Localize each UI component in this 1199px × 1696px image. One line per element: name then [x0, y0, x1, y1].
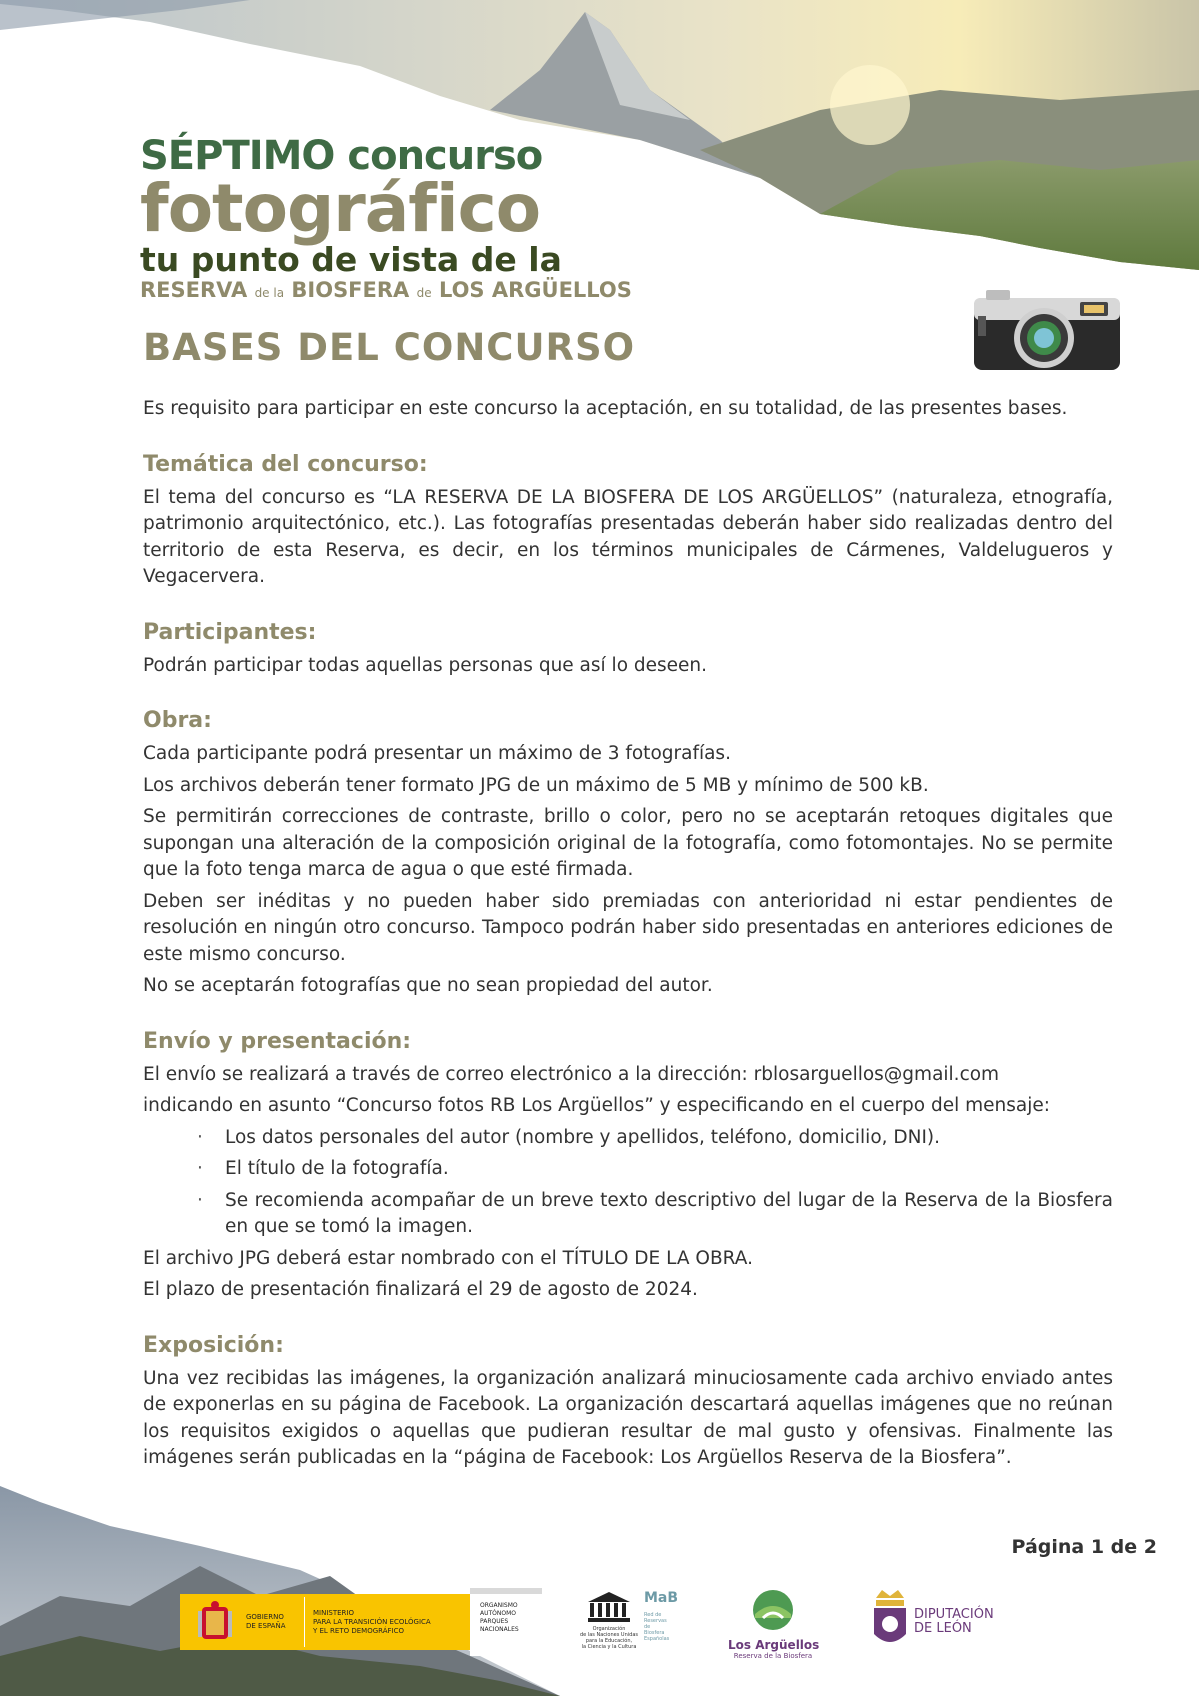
intro-text: Es requisito para participar en este concurso la aceptación, en su totalidad, de las presentes bases.: [143, 398, 1068, 419]
unesco-temple-icon: [580, 1590, 638, 1624]
diputacion-text: DIPUTACIÓN DE LEÓN: [914, 1607, 994, 1636]
list-item: · Se recomienda acompañar de un breve texto descriptivo del lugar de la Reserva de la Biosfera en que se tomó la imagen.: [225, 1188, 1113, 1241]
heading-obra: Obra:: [143, 708, 212, 733]
ministerio-text: MINISTERIO PARA LA TRANSICIÓN ECOLÓGICA Y EL RETO DEMOGRÁFICO: [313, 1608, 431, 1635]
tematica-text: El tema del concurso es “LA RESERVA DE LA BIOSFERA DE LOS ARGÜELLOS” (naturaleza, etnografía, patrimonio arquitectónico, etc.). Las fotografías presentadas deberán haber sido realizadas dentro del territorio de esta Reserva, es decir, en los términos municipales de Cármenes, Valdelugueros y Vegacervera.: [143, 486, 1113, 587]
mab-caption: Red de Reservas de Biosfera Españolas: [644, 1612, 670, 1642]
page-number: Página 1 de 2: [1011, 1536, 1157, 1558]
envio-text-4: El plazo de presentación finalizará el 29 de agosto de 2024.: [143, 1279, 698, 1300]
obra-text-3: Se permitirán correcciones de contraste, brillo o color, pero no se aceptarán retoques digitales que supongan una alteración de la composición original de la fotografía, como fotomontajes. No se permite que la foto tenga marca de agua o que esté firmada.: [143, 806, 1113, 880]
contest-rules-body: [143, 396, 1113, 1477]
unesco-caption: Organización de las Naciones Unidas para la Educación, la Ciencia y la Cultura: [580, 1626, 638, 1650]
obra-text-5: No se aceptarán fotografías que no sean propiedad del autor.: [143, 975, 713, 996]
envio-text-3: El archivo JPG deberá estar nombrado con el TÍTULO DE LA OBRA.: [143, 1247, 753, 1269]
heading-exposicion: Exposición:: [143, 1332, 284, 1358]
title-line-4: RESERVA de la BIOSFERA de LOS ARGÜELLOS: [140, 278, 632, 302]
bases-title: BASES DEL CONCURSO: [143, 326, 636, 369]
obra-text-1: Cada participante podrá presentar un máximo de 3 fotografías.: [143, 743, 731, 764]
divider: [304, 1597, 305, 1647]
unesco-mab-logo: [580, 1590, 679, 1652]
gobierno-espana-text: GOBIERNO DE ESPAÑA: [246, 1613, 286, 1630]
title-line-2: fotográfico: [140, 170, 541, 247]
diputacion-crest-icon: [870, 1588, 910, 1654]
sponsor-logos: [180, 1588, 1000, 1660]
title-line-1: SÉPTIMO concurso: [140, 133, 543, 179]
list-item: · El título de la fotografía.: [225, 1156, 1113, 1183]
obra-text-2: Los archivos deberán tener formato JPG de un máximo de 5 MB y mínimo de 500 kB.: [143, 774, 929, 796]
heading-envio: Envío y presentación:: [143, 1028, 412, 1054]
heading-participantes: Participantes:: [143, 619, 317, 645]
los-arguellos-logo: [728, 1588, 820, 1660]
los-arguellos-sub: Reserva de la Biosfera: [733, 1652, 813, 1660]
exposicion-text: Una vez recibidas las imágenes, la organización analizará minuciosamente cada archivo enviado antes de exponerlas en su página de Facebook. La organización descartará aquellas imágenes que no reúnan los requisitos exigidos o aquellas que pudieran resultar de mal gusto y ofensivas. Finalmente las imágenes serán publicadas en la “página de Facebook: Los Argüellos Reserva de la Biosfera”.: [143, 1367, 1113, 1468]
envio-text-1: El envío se realizará a través de correo electrónico a la dirección: rblosarguellos@gmail.com: [143, 1063, 1000, 1085]
envio-text-2: indicando en asunto “Concurso fotos RB Los Argüellos” y especificando en el cuerpo del mensaje:: [143, 1095, 1051, 1116]
contest-title-block: [140, 134, 632, 305]
diputacion-leon-logo: [870, 1588, 1010, 1658]
parques-nacionales-logo: ORGANISMO AUTÓNOMO PARQUES NACIONALES: [470, 1588, 542, 1656]
mab-mark: MaB: [644, 1590, 679, 1606]
envio-requirements-list: [143, 1125, 1113, 1241]
heading-tematica: Temática del concurso:: [143, 451, 428, 477]
obra-text-4: Deben ser inéditas y no pueden haber sido premiadas con anterioridad ni estar pendientes de resolución en ningún otro concurso. Tampoco podrán haber sido presentadas en anteriores ediciones de este mismo concurso.: [143, 890, 1113, 965]
los-arguellos-emblem-icon: [751, 1588, 795, 1632]
los-arguellos-name: Los Argüellos: [728, 1638, 820, 1652]
list-item: · Los datos personales del autor (nombre y apellidos, teléfono, domicilio, DNI).: [225, 1125, 1113, 1152]
title-line-3: tu punto de vista de la: [140, 240, 562, 279]
camera-icon: [972, 286, 1122, 374]
spain-coat-of-arms-icon: [192, 1599, 238, 1645]
participantes-text: Podrán participar todas aquellas personas que así lo deseen.: [143, 654, 708, 676]
